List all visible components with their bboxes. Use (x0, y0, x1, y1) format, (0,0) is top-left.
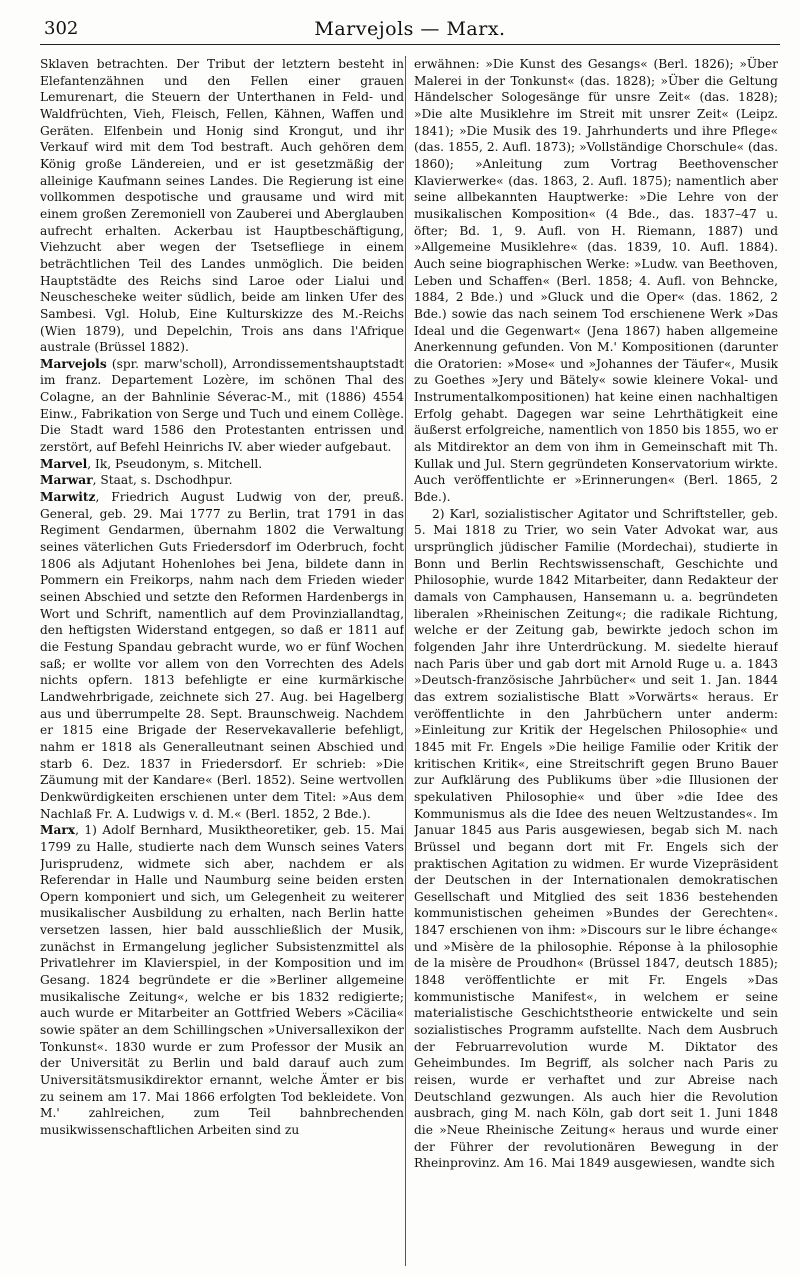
page-number: 302 (44, 18, 79, 39)
entry-paragraph (40, 489, 404, 822)
entry-text: 2) Karl, sozialistischer Agitator und Schriftsteller, geb. 5. Mai 1818 zu Trier, wo sein Vater Advokat war, aus ursprünglich jüdischer Familie (Mordechai), studierte in Bonn und Berlin Rechtswissenschaft, Geschichte und Philosophie, wurde 1842 Mitarbeiter, dann Redakteur der damals von Camphausen, Hansemann u. a. begründeten liberalen »Rheinischen Zeitung«; die radikale Richtung, welche er der Zeitung gab, bewirkte jedoch schon im folgenden Jahr ihre Unterdrückung. M. siedelte hierauf nach Paris über und gab dort mit Arnold Ruge u. a. 1843 »Deutsch-französische Jahrbücher« und seit 1. Jan. 1844 das extrem sozialistische Blatt »Vorwärts« heraus. Er veröffentlichte in den Jahrbüchern unter anderm: »Einleitung zur Kritik der Hegelschen Philosophie« und 1845 mit Fr. Engels »Die heilige Familie oder Kritik der kritischen Kritik«, eine Streitschrift gegen Bruno Bauer zur Aufklärung des Publikums über »die Illusionen der spekulativen Philosophie« und über »die Idee des Kommunismus als die Idee des neuen Weltzustandes«. Im Januar 1845 aus Paris ausgewiesen, begab sich M. nach Brüssel und begann dort mit Fr. Engels sich der praktischen Agitation zu widmen. Er wurde Vizepräsident der Deutschen in der Internationalen demokratischen Gesellschaft und Mitglied des seit 1836 bestehenden kommunistischen geheimen »Bundes der Gerechten«. 1847 erschienen von ihm: »Discours sur le libre échange« und »Misère de la philosophie. Réponse à la philosophie de la misère de Proudhon« (Brüssel 1847, deutsch 1885); 1848 veröffentlichte er mit Fr. Engels »Das kommunistische Manifest«, in welchem er seine materialistische Geschichtstheorie entwickelte und sein sozialistisches Programm aufstellte. Nach dem Ausbruch der Februarrevolution wurde M. Diktator des Geheimbundes. Im Begriff, als solcher nach Paris zu reisen, wurde er verhaftet und zur Abreise nach Deutschland gezwungen. Als auch hier die Revolution ausbrach, ging M. nach Köln, gab dort seit 1. Juni 1848 die »Neue Rheinische Zeitung« heraus und wurde einer der Führer der revolutionären Bewegung in der Rheinprovinz. Am 16. Mai 1849 ausgewiesen, wandte sich (414, 506, 778, 1171)
entry-paragraph (40, 822, 404, 1138)
entry-headword: Marwitz (40, 490, 96, 505)
entry-headword: Marvejols (40, 356, 107, 371)
entry-text: , 1) Adolf Bernhard, Musiktheoretiker, geb. 15. Mai 1799 zu Halle, studierte nach dem Wunsch seines Vaters Jurisprudenz, widmete sich aber, nachdem er als Referendar in Halle und Naumburg seine beiden ersten Opern komponiert und sich, um Gelegenheit zu weiterer musikalischer Ausbildung zu erhalten, nach Berlin hatte versetzen lassen, hier bald ausschließlich der Musik, zunächst in Ermangelung jeglicher Subsistenzmittel als Privatlehrer im Klavierspiel, in der Komposition und im Gesang. 1824 begründete er die »Berliner allgemeine musikalische Zeitung«, welche er bis 1832 redigierte; auch wurde er Mitarbeiter an Gottfried Webers »Cäcilia« sowie später an dem Schillingschen »Universallexikon der Tonkunst«. 1830 wurde er zum Professor der Musik an der Universität zu Berlin und bald darauf auch zum Universitätsmusikdirektor ernannt, welche Ämter er bis zu seinem am 17. Mai 1866 erfolgten Tod bekleidete. Von M.' zahlreichen, zum Teil bahnbrechenden musikwissenschaftlichen Arbeiten sind zu (40, 823, 404, 1137)
entry-paragraph (40, 356, 404, 456)
column-divider (405, 56, 406, 1266)
running-title: Marvejols — Marx. (314, 18, 506, 40)
entry-headword: Marwar (40, 473, 93, 488)
text-paragraph (414, 506, 778, 1172)
right-column (414, 56, 778, 1271)
entry-text: Sklaven betrachten. Der Tribut der letztern besteht in Elefantenzähnen und den Fellen einer grauen Lemurenart, die Steuern der Unterthanen in Feld- und Waldfrüchten, Vieh, Fleisch, Fellen, Kähnen, Waffen und Geräten. Elfenbein und Honig sind Krongut, und ihr Verkauf wird mit dem Tod bestraft. Auch gehören dem König große Ländereien, und er ist gesetzmäßig der alleinige Kaufmann seines Landes. Die Regierung ist eine vollkommen despotische und grausame und wird mit einem großen Zeremoniell von Zauberei und Aberglauben aufrecht erhalten. Ackerbau ist Hauptbeschäftigung, Viehzucht aber wegen der Tsetsefliege in einem beträchtlichen Teil des Landes unmöglich. Die beiden Hauptstädte des Reichs sind Laroe oder Lialui und Neuschescheke weiter südlich, beide am linken Ufer des Sambesi. Vgl. Holub, Eine Kulturskizze des M.-Reichs (Wien 1879), und Depelchin, Trois ans dans l'Afrique australe (Brüssel 1882). (40, 57, 404, 355)
page-header (40, 16, 780, 45)
entry-text: , Ik, Pseudonym, s. Mitchell. (87, 456, 263, 471)
left-column (40, 56, 404, 1271)
entry-paragraph (40, 456, 404, 473)
entry-text: , Staat, s. Dschodhpur. (92, 473, 233, 488)
entry-text: erwähnen: »Die Kunst des Gesangs« (Berl. 1826); »Über Malerei in der Tonkunst« (das. 1828); »Über die Geltung Händelscher Sologesänge für unsre Zeit« (das. 1828); »Die alte Musiklehre im Streit mit unsrer Zeit« (Leipz. 1841); »Die Musik des 19. Jahrhunderts und ihre Pflege« (das. 1855, 2. Aufl. 1873); »Vollständige Chorschule« (das. 1860); »Anleitung zum Vortrag Beethovenscher Klavierwerke« (das. 1863, 2. Aufl. 1875); namentlich aber seine allbekannten Hauptwerke: »Die Lehre von der musikalischen Komposition« (4 Bde., das. 1837–47 u. öfter; Bd. 1, 9. Aufl. von H. Riemann, 1887) und »Allgemeine Musiklehre« (das. 1839, 10. Aufl. 1884). Auch seine biographischen Werke: »Ludw. van Beethoven, Leben und Schaffen« (Berl. 1858; 4. Aufl. von Behncke, 1884, 2 Bde.) und »Gluck und die Oper« (das. 1862, 2 Bde.) sowie das nach seinem Tod erschienene Werk »Das Ideal und die Gegenwart« (Jena 1867) haben allgemeine Anerkennung gefunden. Von M.' Kompositionen (darunter die Oratorien: »Mose« und »Johannes der Täufer«, Musik zu Goethes »Jery und Bätely« sowie kleinere Vokal- und Instrumentalkompositionen) hat keine einen nachhaltigen Erfolg gehabt. Dagegen war seine Lehrthätigkeit eine äußerst erfolgreiche, namentlich von 1850 bis 1855, wo er als Mitdirektor an dem von ihm in Gemeinschaft mit Th. Kullak und Jul. Stern gegründeten Konservatorium wirkte. Auch veröffentlichte er »Erinnerungen« (Berl. 1865, 2 Bde.). (414, 57, 778, 505)
text-paragraph (414, 56, 778, 506)
entry-text: , Friedrich August Ludwig von der, preuß. General, geb. 29. Mai 1777 zu Berlin, trat 1791 in das Regiment Gendarmen, übernahm 1802 die Verwaltung seines väterlichen Guts Friedersdorf im Oderbruch, focht 1806 als Adjutant Hohenlohes bei Jena, bildete dann in Pommern ein Freikorps, nahm nach dem Frieden wieder seinen Abschied und setzte den Reformen Hardenbergs in Wort und Schrift, namentlich auf dem Provinziallandtag, den heftigsten Widerstand entgegen, so daß er 1811 auf die Festung Spandau gebracht wurde, wo er fünf Wochen saß; er wollte vor allem von den Vorrechten des Adels nichts opfern. 1813 befehligte er eine kurmärkische Landwehrbrigade, zeichnete sich 27. Aug. bei Hagelberg aus und überrumpelte 28. Sept. Braunschweig. Nachdem er 1815 eine Brigade der Reservekavallerie befehligt, nahm er 1818 als Generalleutnant seinen Abschied und starb 6. Dez. 1837 in Friedersdorf. Er schrieb: »Die Zäumung mit der Kandare« (Berl. 1852). Seine wertvollen Denkwürdigkeiten erschienen unter dem Titel: »Aus dem Nachlaß Fr. A. Ludwigs v. d. M.« (Berl. 1852, 2 Bde.). (40, 490, 404, 821)
entry-text: (spr. marw'scholl), Arrondissementshauptstadt im franz. Departement Lozère, im schönen Thal des Colagne, an der Bahnlinie Séverac-M., mit (1886) 4554 Einw., Fabrikation von Serge und Tuch und einem Collège. Die Stadt ward 1586 den Protestanten entrissen und zerstört, auf Befehl Heinrichs IV. aber wieder aufgebaut. (40, 356, 404, 455)
entry-headword: Marx (40, 823, 76, 838)
entry-headword: Marvel (40, 456, 88, 471)
text-paragraph (40, 56, 404, 356)
entry-paragraph (40, 472, 404, 489)
